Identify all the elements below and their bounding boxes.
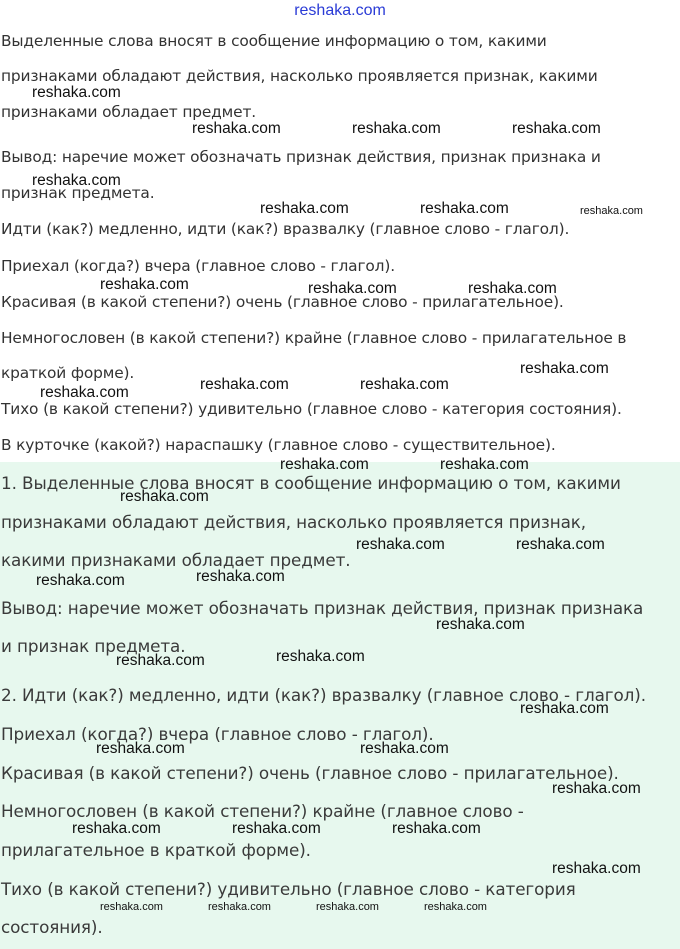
text-line: Идти (как?) медленно, идти (как?) вразвалку (главное слово - глагол). (1, 220, 570, 238)
watermark: reshaka.com (32, 172, 121, 189)
watermark: reshaka.com (36, 572, 125, 589)
site-header-link[interactable]: reshaka.com (294, 2, 386, 19)
watermark: reshaka.com (40, 384, 129, 401)
text-line: Выделенные слова вносят в сообщение информацию о том, какими (1, 32, 547, 50)
answer-line: Немногословен (в какой степени?) крайне (главное слово - (1, 801, 524, 821)
watermark: reshaka.com (440, 456, 529, 473)
text-line: признаками обладают действия, насколько проявляется признак, какими (1, 67, 598, 85)
watermark: reshaka.com (356, 536, 445, 553)
watermark: reshaka.com (100, 901, 163, 913)
watermark: reshaka.com (208, 901, 271, 913)
watermark: reshaka.com (424, 901, 487, 913)
watermark: reshaka.com (316, 901, 379, 913)
answer-line: прилагательное в краткой форме). (1, 840, 311, 860)
watermark: reshaka.com (276, 648, 365, 665)
text-line: Тихо (в какой степени?) удивительно (главное слово - категория состояния). (1, 400, 622, 418)
text-line: признак предмета. (1, 184, 155, 202)
text-line: Немногословен (в какой степени?) крайне (главное слово - прилагательное в (1, 329, 627, 347)
answer-line: состояния). (1, 917, 103, 937)
watermark: reshaka.com (580, 205, 643, 217)
watermark: reshaka.com (516, 536, 605, 553)
text-line: Красивая (в какой степени?) очень (главное слово - прилагательное). (1, 293, 564, 311)
answer-line: признаками обладают действия, насколько проявляется признак, (1, 512, 587, 532)
watermark: reshaka.com (32, 84, 121, 101)
watermark: reshaka.com (96, 740, 185, 757)
text-line: Вывод: наречие может обозначать признак действия, признак признака и (1, 148, 601, 166)
watermark: reshaka.com (360, 740, 449, 757)
answer-line: Красивая (в какой степени?) очень (главное слово - прилагательное). (1, 763, 619, 783)
answer-line: Приехал (когда?) вчера (главное слово - глагол). (1, 724, 434, 744)
watermark: reshaka.com (360, 376, 449, 393)
watermark: reshaka.com (100, 276, 189, 293)
watermark: reshaka.com (520, 360, 609, 377)
watermark: reshaka.com (436, 616, 525, 633)
watermark: reshaka.com (192, 120, 281, 137)
answer-line: Вывод: наречие может обозначать признак действия, признак признака (1, 598, 644, 618)
watermark: reshaka.com (200, 376, 289, 393)
watermark: reshaka.com (120, 488, 209, 505)
watermark: reshaka.com (196, 568, 285, 585)
watermark: reshaka.com (352, 120, 441, 137)
watermark: reshaka.com (520, 700, 609, 717)
watermark: reshaka.com (308, 280, 397, 297)
watermark: reshaka.com (552, 780, 641, 797)
watermark: reshaka.com (280, 456, 369, 473)
watermark: reshaka.com (392, 820, 481, 837)
watermark: reshaka.com (468, 280, 557, 297)
watermark: reshaka.com (72, 820, 161, 837)
watermark: reshaka.com (512, 120, 601, 137)
text-line: Приехал (когда?) вчера (главное слово - глагол). (1, 257, 395, 275)
watermark: reshaka.com (260, 200, 349, 217)
text-line: краткой форме). (1, 364, 135, 382)
answer-line: 2. Идти (как?) медленно, идти (как?) вразвалку (главное слово - глагол). (1, 685, 646, 705)
watermark: reshaka.com (116, 652, 205, 669)
answer-line: какими признаками обладает предмет. (1, 550, 351, 570)
text-line: В курточке (какой?) нараспашку (главное слово - существительное). (1, 436, 556, 454)
answer-line: 1. Выделенные слова вносят в сообщение информацию о том, какими (1, 473, 621, 493)
watermark: reshaka.com (420, 200, 509, 217)
text-line: признаками обладает предмет. (1, 103, 256, 121)
answer-line: Тихо (в какой степени?) удивительно (главное слово - категория (1, 879, 576, 899)
watermark: reshaka.com (552, 860, 641, 877)
watermark: reshaka.com (232, 820, 321, 837)
answer-line: и признак предмета. (1, 636, 186, 656)
